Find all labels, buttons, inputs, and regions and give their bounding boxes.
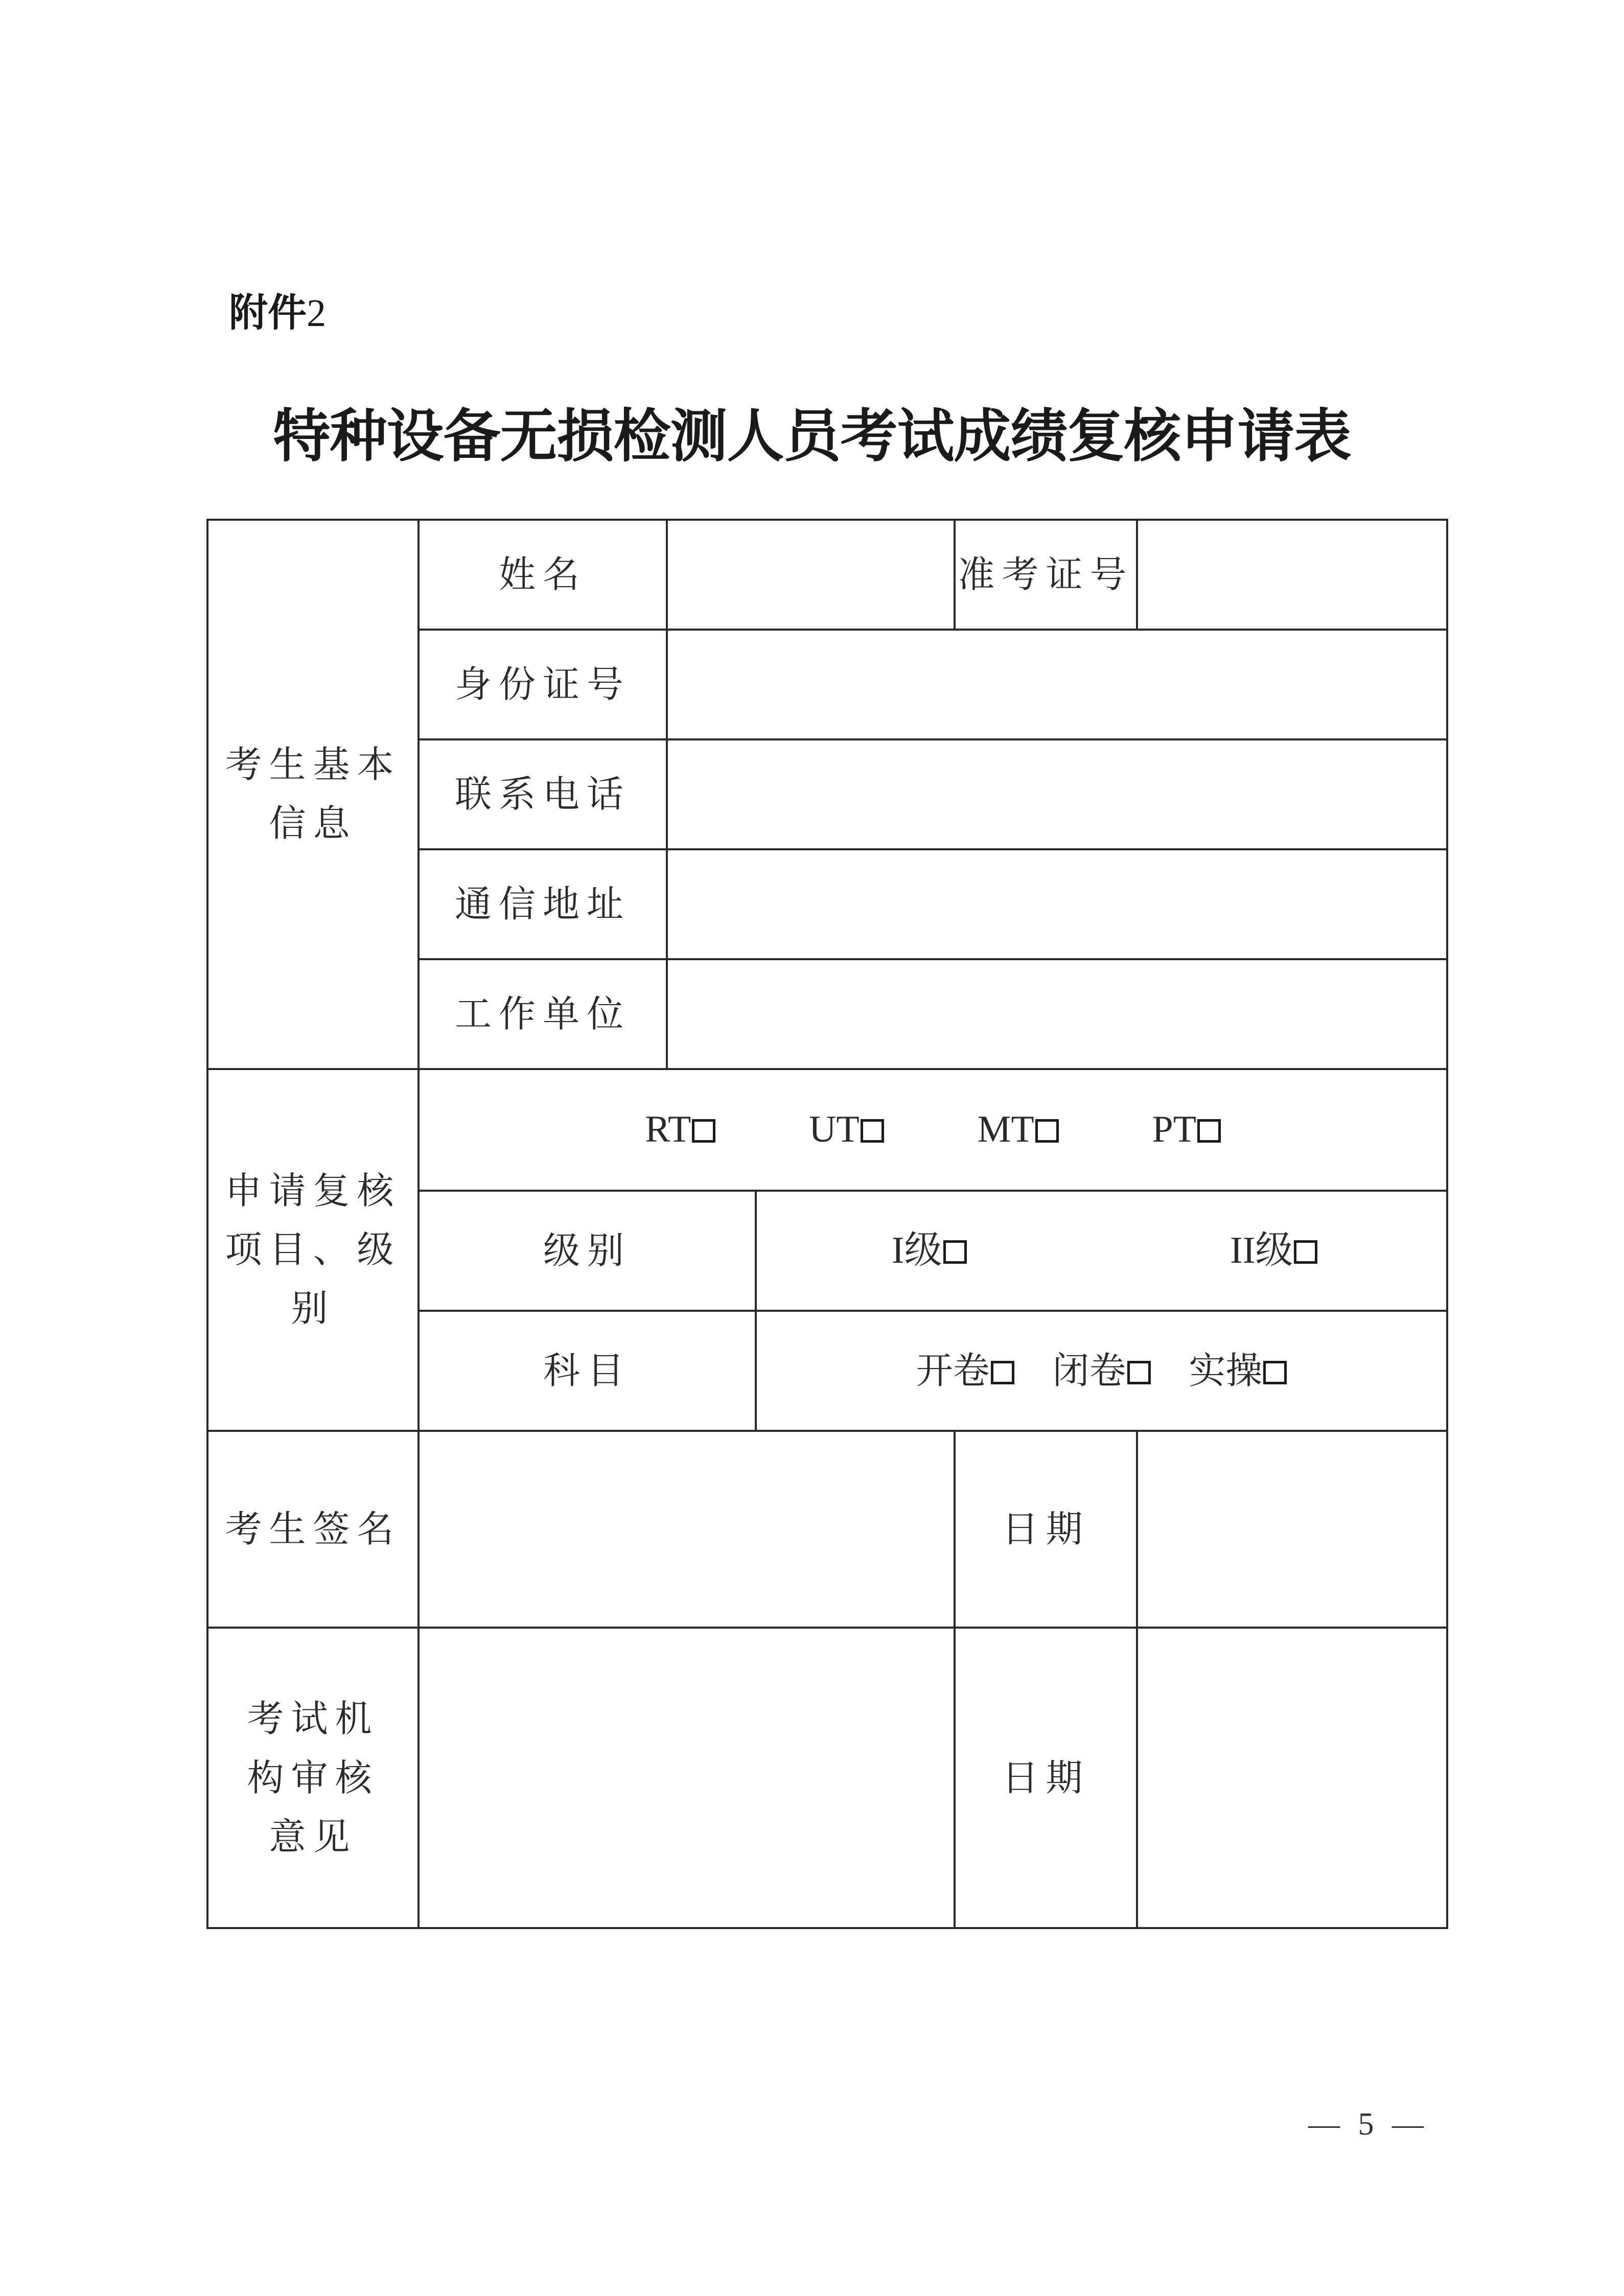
page-title: 特种设备无损检测人员考试成绩复核申请表 bbox=[273, 403, 1351, 470]
signature-input[interactable] bbox=[419, 1431, 955, 1628]
level-options bbox=[756, 1191, 1447, 1311]
practical-checkbox[interactable] bbox=[1263, 1361, 1287, 1384]
phone-input[interactable] bbox=[667, 739, 1447, 849]
institution-opinion-label: 考试机构审核意见 bbox=[207, 1628, 419, 1928]
name-input[interactable] bbox=[667, 520, 955, 630]
method-mt-checkbox[interactable] bbox=[1035, 1119, 1059, 1143]
id-no-input[interactable] bbox=[667, 630, 1447, 739]
level-1-checkbox[interactable] bbox=[943, 1240, 967, 1264]
method-option-mt[interactable]: MT bbox=[978, 1099, 1059, 1159]
id-no-label: 身份证号 bbox=[419, 630, 667, 739]
signature-date-label: 日期 bbox=[955, 1431, 1137, 1628]
open-book-checkbox[interactable] bbox=[991, 1361, 1014, 1384]
method-option-ut[interactable]: UT bbox=[809, 1099, 884, 1159]
method-pt-checkbox[interactable] bbox=[1197, 1119, 1221, 1143]
employer-label: 工作单位 bbox=[419, 959, 667, 1069]
phone-label: 联系电话 bbox=[419, 739, 667, 849]
attachment-label: 附件2 bbox=[229, 290, 326, 335]
institution-date-label: 日期 bbox=[955, 1628, 1137, 1928]
level-option-1[interactable]: I级 bbox=[757, 1220, 1102, 1281]
signature-label: 考生签名 bbox=[207, 1431, 419, 1628]
subject-option-practical[interactable]: 实操 bbox=[1189, 1341, 1287, 1400]
method-rt-checkbox[interactable] bbox=[692, 1119, 715, 1143]
employer-input[interactable] bbox=[667, 959, 1447, 1069]
address-input[interactable] bbox=[667, 849, 1447, 959]
method-options bbox=[419, 1069, 1447, 1191]
level-2-checkbox[interactable] bbox=[1294, 1240, 1317, 1264]
review-items-label: 申请复核项目、级别 bbox=[207, 1069, 419, 1431]
name-label: 姓名 bbox=[419, 520, 667, 630]
admission-no-label: 准考证号 bbox=[955, 520, 1137, 630]
method-option-pt[interactable]: PT bbox=[1152, 1099, 1221, 1159]
review-application-form bbox=[206, 519, 1448, 1929]
closed-book-checkbox[interactable] bbox=[1127, 1361, 1151, 1384]
subject-label: 科目 bbox=[419, 1311, 756, 1431]
method-option-rt[interactable]: RT bbox=[645, 1099, 715, 1159]
method-ut-checkbox[interactable] bbox=[861, 1119, 884, 1143]
page-number: — 5 — bbox=[1308, 2107, 1429, 2142]
candidate-info-label: 考生基本信息 bbox=[207, 520, 419, 1069]
admission-no-input[interactable] bbox=[1137, 520, 1447, 630]
level-label: 级别 bbox=[419, 1191, 756, 1311]
level-option-2[interactable]: II级 bbox=[1102, 1220, 1447, 1281]
institution-date-input[interactable] bbox=[1137, 1628, 1447, 1928]
subject-option-closed-book[interactable]: 闭卷 bbox=[1052, 1341, 1150, 1400]
institution-opinion-input[interactable] bbox=[419, 1628, 955, 1928]
signature-date-input[interactable] bbox=[1137, 1431, 1447, 1628]
attachment-number: 2 bbox=[307, 292, 326, 335]
subject-option-open-book[interactable]: 开卷 bbox=[916, 1341, 1014, 1400]
address-label: 通信地址 bbox=[419, 849, 667, 959]
subject-options bbox=[756, 1311, 1447, 1431]
